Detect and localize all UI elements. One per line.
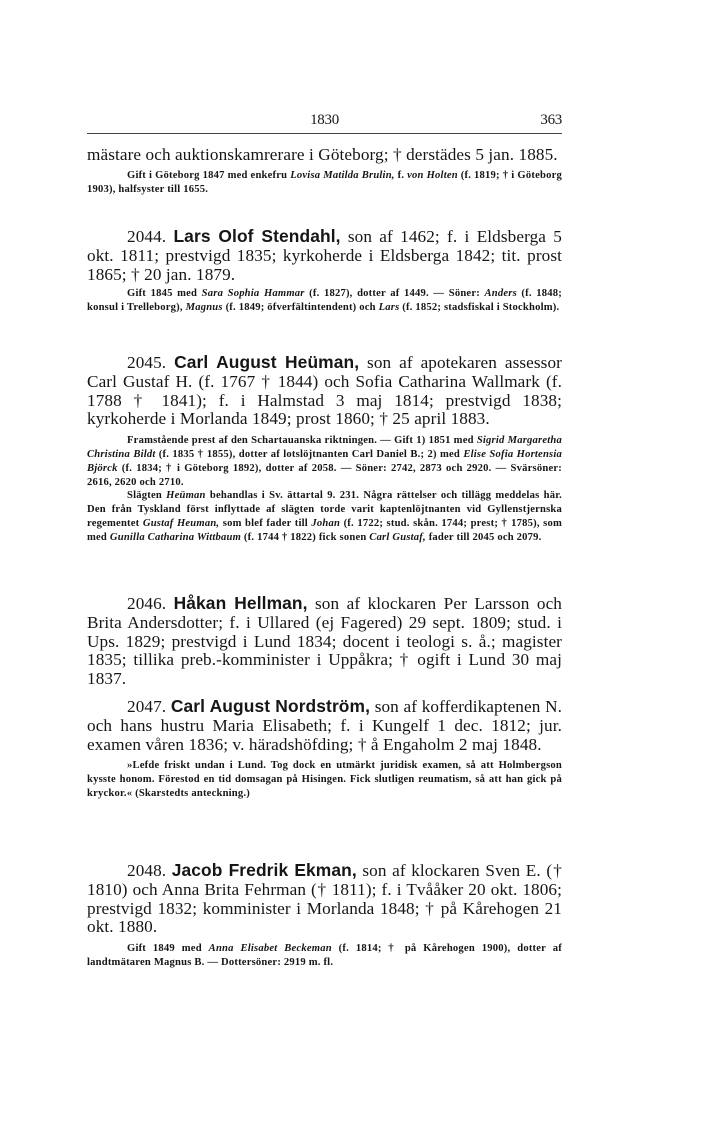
- entry-number: 2046.: [127, 594, 167, 613]
- note-text: fader till 2045 och 2079.: [425, 531, 542, 543]
- note-italic: Sara Sophia Hammar: [201, 288, 305, 300]
- note-text: (f. 1722; stud. skån. 1744; prest; † 1785), som med: [87, 517, 562, 543]
- note-text: »Lefde friskt undan i Lund. Tog dock en utmärkt juridisk examen, så att Holmbergson kysste honom. Förestod en tid domsagan på Hisingen. Fick slutligen reumatism, så att han gick på kryckor.« (Skarstedts anteckning.): [87, 760, 562, 799]
- entry-text: [87, 227, 562, 284]
- continuation-text: mästare och auktionskamrerare i Göteborg; † derstädes 5 jan. 1885.: [87, 145, 558, 164]
- note-italic: Magnus: [185, 302, 223, 314]
- entry-text: [87, 697, 562, 754]
- page-header: [87, 112, 562, 132]
- entry-body: son af klockaren Sven E. († 1810) och Anna Brita Fehrman († 1811); f. i Tvååker 20 okt. 1806; prestvigd 1832; komminister i Morlanda 1848; † på Kårehogen 21 okt. 1880.: [87, 861, 562, 937]
- entry-note: [87, 942, 562, 970]
- note-italic: Elise Sofia Hortensia Björck: [87, 448, 562, 474]
- continuation-note: [87, 169, 562, 197]
- note-italic: Sigrid Margaretha Christina Bildt: [87, 435, 563, 460]
- note-text: (f. 1814; † på Kårehogen 1900), dotter af landtmätaren Magnus B. — Dottersöner: 2919 m. fl.: [87, 943, 562, 968]
- entry-name: Carl August Heüman,: [174, 352, 360, 372]
- header-page-number: 363: [540, 112, 562, 128]
- entry-text: [87, 353, 562, 429]
- entry-note: [87, 287, 562, 315]
- note-italic: Gunilla Catharina Wittbaum: [109, 531, 242, 543]
- entry-2048: [87, 861, 562, 970]
- entry-2047: [87, 697, 562, 801]
- note-italic: Carl Gustaf,: [369, 531, 426, 543]
- note-text: (f. 1827), dotter af 1449. — Söner:: [304, 288, 485, 300]
- note-text: som blef fader till: [219, 517, 312, 529]
- entry-note-family: [87, 489, 562, 544]
- entry-text: [87, 861, 562, 937]
- note-italic: Anna Elisabet Beckeman: [208, 943, 332, 955]
- note-italic: Anders: [484, 288, 517, 300]
- entry-name: Lars Olof Stendahl,: [173, 226, 341, 246]
- note-text: (f. 1835 † 1855), dotter af lotslöjtnanten Carl Daniel B.; 2) med: [155, 448, 464, 460]
- entry-2046: [87, 594, 562, 689]
- entry-note: [87, 759, 562, 800]
- note-italic: Lars: [378, 302, 400, 314]
- note-italic: von Holten: [407, 169, 458, 181]
- entry-name: Håkan Hellman,: [173, 593, 308, 613]
- entry-2045: [87, 353, 562, 545]
- note-text: Framstående prest af den Schartauanska riktningen. — Gift 1) 1851 med: [127, 435, 477, 447]
- note-text: Slägten: [127, 490, 167, 502]
- entry-body: son af kofferdikaptenen N. och hans hustru Maria Elisabeth; f. i Kungelf 1 dec. 1812; jur. examen våren 1836; v. häradshöfding; † å Engaholm 2 maj 1848.: [87, 697, 562, 754]
- note-text: (f. 1848; konsul i Trelleborg),: [87, 288, 562, 314]
- note-text: (f. 1849; öfverfältintendent) och: [222, 302, 379, 314]
- entry-note: [87, 434, 562, 489]
- note-italic: Johan: [311, 517, 341, 529]
- entry-number: 2048.: [127, 861, 167, 880]
- note-text: (f. 1852; stadsfiskal i Stockholm).: [399, 302, 560, 314]
- entry-text: [87, 594, 562, 689]
- entry-body: son af 1462; f. i Eldsberga 5 okt. 1811; prestvigd 1835; kyrkoherde i Eldsberga 1842; tit. prost 1865; † 20 jan. 1879.: [87, 227, 562, 284]
- note-text: f.: [397, 169, 408, 181]
- entry-body: son af klockaren Per Larsson och Brita Andersdotter; f. i Ullared (ej Fagered) 29 sept. 1809; stud. i Ups. 1829; prestvigd i Lund 1834; docent i teologi s. å.; magister 1835; tillika preb.-komminister i Uppåkra; † ogift i Lund 30 maj 1837.: [87, 594, 562, 689]
- note-text: (f. 1834; † i Göteborg 1892), dotter af 2058. — Söner: 2742, 2873 och 2920. — Svärsöner: 2616, 2620 och 2710.: [87, 462, 562, 488]
- note-text: behandlas i Sv. ättartal 9. 231. Några rättelser och tillägg meddelas här. Den från Tyskland först inflyttade af slägten torde varit kaptenlöjtnanten vid Gyllenstjernska regementet: [87, 490, 562, 529]
- header-year: 1830: [310, 112, 339, 128]
- entry-name: Carl August Nordström,: [170, 696, 371, 716]
- header-rule: [87, 133, 562, 134]
- note-text: Gift 1849 med: [127, 943, 209, 955]
- note-text: Gift 1845 med: [127, 288, 202, 300]
- note-italic: Lovisa Matilda Brulin,: [290, 169, 398, 181]
- entry-name: Jacob Fredrik Ekman,: [171, 860, 357, 880]
- note-italic: Heüman: [166, 490, 206, 502]
- note-italic: Gustaf Heuman,: [142, 517, 220, 529]
- entry-body: son af apotekaren assessor Carl Gustaf H. (f. 1767 † 1844) och Sofia Catharina Wallmark (f. 1788 † 1841); f. i Halmstad 3 maj 1814; prestvigd 1838; kyrkoherde i Morlanda 1849; prost 1860; † 25 april 1883.: [87, 353, 562, 429]
- entry-2044: [87, 227, 562, 315]
- continuation-block: [87, 146, 562, 196]
- note-text: (f. 1744 † 1822) fick sonen: [241, 531, 370, 543]
- entry-number: 2047.: [127, 697, 167, 716]
- entry-number: 2045.: [127, 353, 167, 372]
- note-text: Gift i Göteborg 1847 med enkefru: [127, 169, 291, 181]
- note-text: (f. 1819; † i Göteborg 1903), halfsyster till 1655.: [87, 169, 562, 195]
- entry-number: 2044.: [127, 227, 167, 246]
